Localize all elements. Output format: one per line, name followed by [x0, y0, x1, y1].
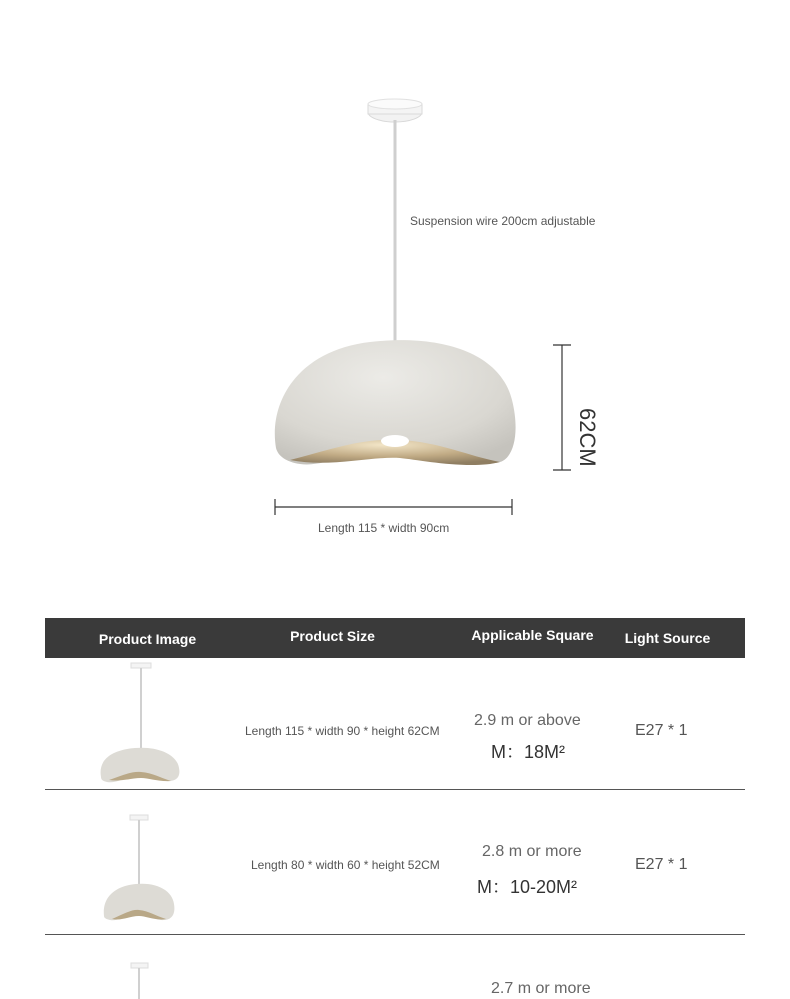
spec-table-header: [45, 618, 745, 658]
lamp-shade: [275, 340, 516, 465]
header-light-source: Light Source: [624, 630, 711, 646]
row-1-light-source: E27 * 1: [635, 722, 688, 739]
length-width-label: Length 115 * width 90cm: [318, 521, 450, 535]
row-2-light-source: E27 * 1: [635, 856, 688, 873]
product-thumbnail: [100, 812, 180, 927]
row-1-area: M：18M²: [491, 742, 566, 762]
suspension-note: Suspension wire 200cm adjustable: [410, 214, 596, 228]
row-2-area: M：10-20M²: [477, 877, 578, 897]
row-2-size: Length 80 * width 60 * height 52CM: [251, 858, 440, 872]
row-3-height: 2.7 m or more: [491, 980, 591, 997]
ceiling-canopy: [368, 99, 422, 122]
height-dimension-line: [553, 345, 571, 470]
header-applicable-square: Applicable Square: [471, 627, 594, 643]
row-divider: [45, 934, 745, 935]
height-label: 62CM: [575, 408, 600, 467]
header-product-image: Product Image: [98, 631, 197, 647]
row-1-size: Length 115 * width 90 * height 62CM: [245, 724, 440, 738]
row-2-height: 2.8 m or more: [482, 843, 582, 860]
product-thumbnail: [128, 960, 152, 999]
row-divider: [45, 789, 745, 790]
width-dimension-line: [275, 499, 512, 515]
header-product-size: Product Size: [290, 628, 375, 644]
row-1-height: 2.9 m or above: [474, 712, 581, 729]
product-thumbnail: [95, 660, 185, 785]
